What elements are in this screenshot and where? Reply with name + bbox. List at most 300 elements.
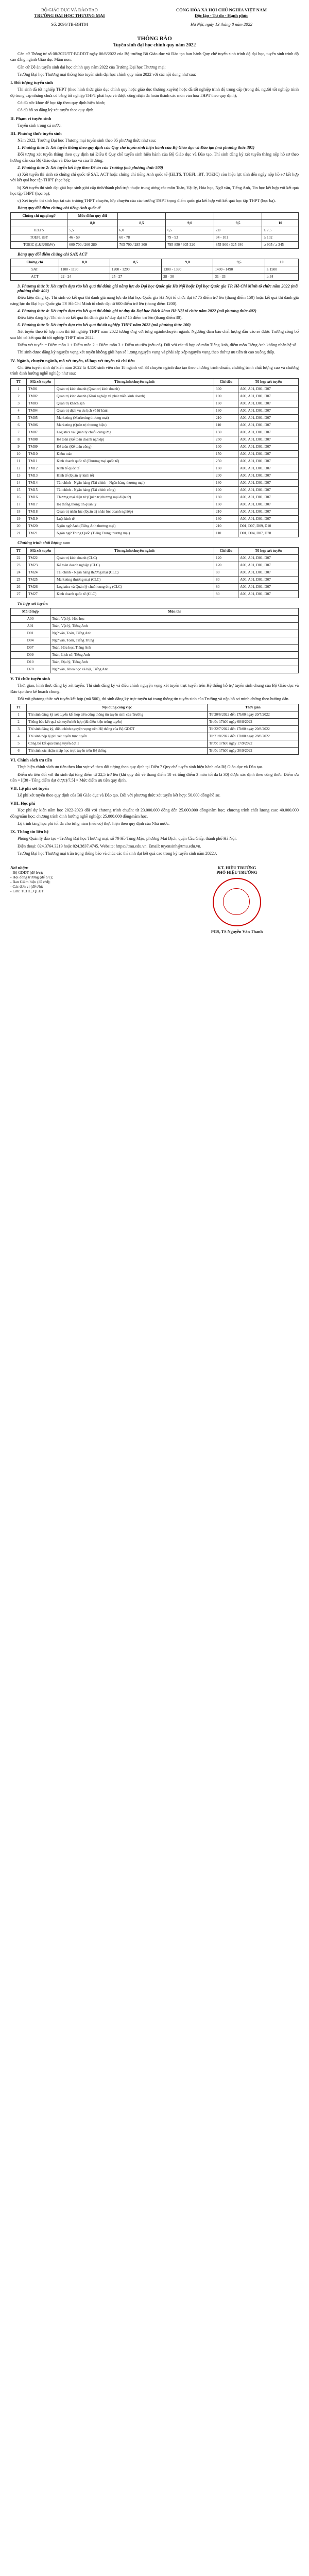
method-title: 4. Phương thức 4: Xét tuyển dựa vào kết quả thi đánh giá tư duy do Đại học Bách khoa Hà Nội tổ chức năm 2022 (mã phương thức 402) [18,309,256,314]
table-cell: TM19 [27,516,55,523]
table-cell: 3 [11,726,27,733]
table-row [11,659,299,666]
table-row [11,584,299,591]
table-cell: 10 [11,451,27,458]
s6-heading: VI. Chính sách ưu tiên [10,758,53,763]
s9-heading: IX. Thông tin liên hệ [10,829,49,835]
recipient-item: - Lưu: TCHC, QLĐT. [10,889,45,894]
table-cell: 12 [11,465,27,472]
table-row [11,740,299,748]
table-cell: Quản trị kinh doanh (Quản trị kinh doanh) [55,386,214,393]
table-cell: 2 [11,393,27,400]
table-row [11,711,299,719]
table-subheader-cell: 8,5 [117,220,166,227]
table-header-cell: Thời gian [208,704,299,711]
table-cell: A00, A01, D01, D07 [238,584,299,591]
sat-score-table [10,259,299,281]
table-row [11,422,299,429]
table-cell: Thương mại điện tử (Quản trị thương mại điện tử) [55,494,214,501]
table-cell: 160 [214,480,238,487]
table-cell: 8 [11,436,27,444]
table-row [11,523,299,530]
table-row [11,465,299,472]
table-header-cell: 8,0 [59,259,110,266]
table-cell: TM06 [27,422,55,429]
table-cell: TM12 [27,465,55,472]
table-cell: TM03 [27,400,55,408]
table-cell: ≥ 905 / ≥ 345 [262,242,299,249]
s9-paragraph: Phòng Quản lý đào tạo - Trường Đại học Thương mại, số 79 Hồ Tùng Mậu, phường Mai Dịch, quận Cầu Giấy, thành phố Hà Nội. [18,836,237,841]
table-row [11,494,299,501]
document-body [10,51,299,856]
table-cell: 120 [214,555,238,562]
table-cell: 210 [214,523,238,530]
table-cell: A00 [11,616,50,623]
table-cell: 3 [11,400,27,408]
s3-heading: III. Phương thức tuyển sinh [10,131,62,136]
table-row [11,386,299,393]
table-cell: Marketing thương mại (CLC) [55,577,214,584]
table-row [11,577,299,584]
table-cell: TM13 [27,472,55,480]
table-cell: Tài chính - Ngân hàng (Tài chính - Ngân hàng thương mại) [55,480,214,487]
method-paragraph: Xét tuyển theo tổ hợp môn thi tốt nghiệp THPT năm 2022 tương ứng với từng ngành/chuyên ngành. Ngưỡng đảm bảo chất lượng đầu vào sẽ được Trường công bố sau khi có kết quả thi tốt nghiệp THPT năm 2022. [10,329,299,340]
table-cell: TM01 [27,386,55,393]
table-header-cell: Chứng chỉ ngoại ngữ [11,213,67,220]
table-cell: D04 [11,637,50,645]
method-title: 3. Phương thức 3: Xét tuyển dựa vào kết quả thi đánh giá năng lực do Đại học Quốc gia Hà Nội hoặc Đại học Quốc gia TP. Hồ Chí Minh tổ chức năm 2022 (mã phương thức 402) [18,284,298,294]
table-cell: 25 [11,577,27,584]
table-cell: Trước 17h00 ngày 17/9/2022 [208,740,299,748]
table-cell: TM09 [27,444,55,451]
table-cell: 80 [214,569,238,577]
signer-name: PGS, TS Nguyễn Văn Thanh [211,929,263,935]
place-date: Hà Nội, ngày 13 tháng 8 năm 2022 [191,22,252,27]
document-number: Số: 2096/TB-ĐHTM [51,22,88,27]
table-cell: 17 [11,501,27,509]
method-paragraph: b) Xét tuyển thí sinh đạt giải học sinh giỏi cấp tỉnh/thành phố trực thuộc trung ương các môn Toán, Vật lý, Hóa học, Ngữ văn, Tiếng Anh, Tin học kết hợp với kết quả học tập THPT (học bạ); [10,185,299,196]
table-cell: Tài chính - Ngân hàng (Tài chính công) [55,487,214,494]
table-header-cell: Tên ngành/chuyên ngành [55,379,214,386]
table-cell: TM23 [27,562,55,569]
table-header-cell: 9,0 [162,259,213,266]
table-subheader-cell: 9,5 [214,220,262,227]
s6-paragraph: Thực hiện chính sách ưu tiên theo khu vực và theo đối tượng theo quy định tại Điều 7 Quy chế tuyển sinh hiện hành của Bộ Giáo dục và Đào tạo. [18,765,263,770]
table-cell: A00, A01, D01, D07 [238,487,299,494]
english-score-table-caption: Bảng quy đổi điểm chứng chỉ tiếng Anh quốc tế [18,206,101,211]
s8-heading: VIII. Học phí [10,801,36,806]
table-row [11,637,299,645]
table-cell: ≥ 7,5 [262,227,299,234]
table-cell: 31 - 33 [213,274,265,281]
table-cell: Thí sinh nộp lệ phí xét tuyển trực tuyến [27,733,208,740]
combo-intro: Tổ hợp xét tuyển: [18,601,48,606]
method-paragraph: Đối tượng xét tuyển thẳng theo quy định tại Điều 8 Quy chế tuyển sinh hiện hành của Bộ Giáo dục và Đào tạo. Thí sinh đăng ký xét tuyển thẳng nộp hồ sơ theo hướng dẫn của Bộ Giáo dục và Đào tạo và của Trường. [10,152,299,163]
table-subheader-cell: 9,0 [166,220,214,227]
recipients-title: Nơi nhận: [10,866,29,871]
s2-heading: II. Phạm vi tuyển sinh [10,116,52,121]
table-cell: D09 [11,652,50,659]
table-cell: 120 [214,562,238,569]
table-cell: Kiểm toán [55,451,214,458]
table-cell: 14 [11,480,27,487]
table-cell: TM04 [27,408,55,415]
s5-paragraph: Thời gian, hình thức đăng ký xét tuyển: Thí sinh đăng ký và điều chỉnh nguyện vọng xét tuyển trực tuyến trên Hệ thống hỗ trợ tuyển sinh chung của Bộ Giáo dục và Đào tạo theo kế hoạch chung. [10,683,299,694]
method-title: 5. Phương thức 5: Xét tuyển dựa vào kết quả thi tốt nghiệp THPT năm 2022 (mã phương thức 100) [18,323,191,328]
table-cell: Kinh tế quốc tế [55,465,214,472]
table-cell: 150 [214,451,238,458]
table-cell: 150 [214,429,238,436]
nation-block [144,7,299,27]
table-cell: 5,5 [67,227,117,234]
table-cell: 6,5 [166,227,214,234]
table-header-cell: Mã tổ hợp [11,608,50,616]
table-header-cell [214,213,262,220]
table-cell: Ngôn ngữ Trung Quốc (Tiếng Trung thương mại) [55,530,214,537]
table-row [11,415,299,422]
table-header-cell [117,213,166,220]
table-cell: TM18 [27,509,55,516]
table-subheader-cell: 8,0 [67,220,117,227]
table-cell: 20 [11,523,27,530]
table-cell: 4 [11,408,27,415]
table-cell: Ngữ văn, Toán, Tiếng Anh [50,630,299,637]
signer-role-2: PHÓ HIỆU TRƯỞNG [216,870,258,875]
intro-paragraph: Trường Đại học Thương mại thông báo tuyển sinh đại học chính quy năm 2022 với các nội dung như sau: [18,72,196,77]
table-cell: A00, A01, D01, D07 [238,458,299,465]
s1-paragraph: Có đủ hồ sơ đăng ký xét tuyển theo quy định. [18,108,95,113]
table-cell: Toán, Vật lý, Tiếng Anh [50,623,299,630]
table-cell: 19 [11,516,27,523]
recipient-item: - Bộ GDĐT (để b/c); [10,870,43,875]
table-cell: 26 [11,584,27,591]
s6-paragraph: Điểm ưu tiên đối với thí sinh đạt tổng điểm từ 22,5 trở lên (khi quy đổi về thang điểm 10 và tổng điểm 3 môn tối đa là 30) được xác định theo công thức: Điểm ưu tiên = [(30 - Tổng điểm đạt được)/7,5] × Mức điểm ưu tiên quy định. [10,772,299,783]
ministry-name: BỘ GIÁO DỤC VÀ ĐÀO TẠO [41,7,98,12]
table-cell: Quản trị kinh doanh (CLC) [55,555,214,562]
clc-intro: Chương trình chất lượng cao: [18,540,71,546]
table-subheader-cell: 10 [262,220,299,227]
table-row [11,652,299,659]
table-cell: Quản trị nhân lực (Quản trị nhân lực doanh nghiệp) [55,509,214,516]
s3-paragraph: Năm 2022, Trường Đại học Thương mại tuyển sinh theo 05 phương thức như sau: [18,138,156,143]
table-cell: A00, A01, D01, D07 [238,451,299,458]
table-row [11,516,299,523]
table-cell: A00, A01, D01, D07 [238,400,299,408]
table-header-cell: Môn thi [50,608,299,616]
table-cell: 110 [214,530,238,537]
table-row [11,472,299,480]
table-row [11,630,299,637]
table-row [11,234,299,242]
table-cell: IELTS [11,227,67,234]
table-row [11,227,299,234]
table-cell: Ngôn ngữ Anh (Tiếng Anh thương mại) [55,523,214,530]
table-cell: 27 [11,591,27,598]
table-row [11,591,299,598]
table-header-cell: Tổ hợp xét tuyển [238,548,299,555]
s1-paragraph: Thí sinh đã tốt nghiệp THPT (theo hình thức giáo dục chính quy hoặc giáo dục thường xuyên) hoặc đã tốt nghiệp trình độ trung cấp (trong đó, người tốt nghiệp trình độ trung cấp nhưng chưa có bằng tốt nghiệp THPT phải học và được công nhận đã hoàn thành các môn văn hóa THPT theo quy định); [10,87,299,98]
table-cell: 80 [214,591,238,598]
table-cell: Ngữ văn, Khoa học xã hội, Tiếng Anh [50,666,299,673]
s1-heading: I. Đối tượng tuyển sinh [10,80,53,86]
table-cell: SAT [11,266,59,274]
table-header-cell: Chỉ tiêu [214,548,238,555]
table-cell: 15 [11,487,27,494]
table-cell: Từ 22/7/2022 đến 17h00 ngày 20/8/2022 [208,726,299,733]
table-cell: 18 [11,509,27,516]
table-cell: Hệ thống thông tin quản lý [55,501,214,509]
table-cell: TM07 [27,429,55,436]
table-cell: ≥ 102 [262,234,299,242]
table-cell: Ngữ văn, Toán, Tiếng Trung [50,637,299,645]
table-row [11,408,299,415]
table-cell: Trước 17h00 ngày 08/8/2022 [208,719,299,726]
table-cell: 250 [214,436,238,444]
table-cell: A00, A01, D01, D07 [238,555,299,562]
table-cell: Từ 20/6/2022 đến 17h00 ngày 20/7/2022 [208,711,299,719]
s4-heading: IV. Ngành, chuyên ngành, mã xét tuyển, tổ hợp xét tuyển và chỉ tiêu [10,358,135,363]
table-cell: A00, A01, D01, D07 [238,480,299,487]
signer-role-1: KT. HIỆU TRƯỞNG [217,866,256,871]
table-cell: Thí sinh đăng ký, điều chỉnh nguyện vọng trên Hệ thống của Bộ GDĐT [27,726,208,733]
signer-block [175,866,299,934]
table-cell: 11 [11,458,27,465]
table-cell: Kinh tế (Quản lý kinh tế) [55,472,214,480]
table-cell: 7 [11,429,27,436]
table-cell: A00, A01, D01, D07 [238,422,299,429]
table-cell: 160 [214,400,238,408]
table-cell: 60 - 78 [117,234,166,242]
table-row [11,266,299,274]
table-cell: Luật kinh tế [55,516,214,523]
s9-paragraph: Trường Đại học Thương mại trân trọng thông báo và chúc các thí sinh đạt kết quả cao trong kỳ tuyển sinh năm 2022./. [18,851,217,856]
recipient-item: - Các đơn vị (để t/h); [10,884,43,889]
table-header-cell: 10 [265,259,298,266]
table-row [11,530,299,537]
s8-paragraph: Học phí dự kiến năm học 2022-2023 đối với chương trình chuẩn: từ 23.000.000 đồng đến 25.000.000 đồng/năm học; chương trình chất lượng cao: 40.000.000 đồng/năm học; chương trình định hướng nghề nghiệp: 25.000.000 đồng/năm học. [10,808,299,819]
table-cell: ACT [11,274,59,281]
s5-heading: V. Tổ chức tuyển sinh [10,676,50,682]
table-cell: D07 [11,645,50,652]
table-row [11,616,299,623]
table-cell: 160 [214,494,238,501]
table-cell: 79 - 93 [166,234,214,242]
table-cell: 160 [214,501,238,509]
s7-heading: VII. Lệ phí xét tuyển [10,786,49,791]
table-row [11,645,299,652]
table-cell: 22 [11,555,27,562]
table-row [11,487,299,494]
table-subheader-cell [11,220,67,227]
official-seal-icon [213,878,261,926]
table-cell: A00, A01, D01, D07 [238,569,299,577]
table-row [11,429,299,436]
table-cell: 13 [11,472,27,480]
table-cell: D78 [11,666,50,673]
table-header-cell: Tổ hợp xét tuyển [238,379,299,386]
table-cell: TM25 [27,577,55,584]
table-cell: 210 [214,509,238,516]
table-cell: 6,0 [117,227,166,234]
table-cell: A00, A01, D01, D07 [238,591,299,598]
table-cell: 110 [214,422,238,429]
table-row [11,480,299,487]
table-cell: Toán, Lịch sử, Tiếng Anh [50,652,299,659]
table-row [11,726,299,733]
intro-paragraph: Căn cứ Đề án tuyển sinh đại học chính quy năm 2022 của Trường Đại học Thương mại; [18,64,166,70]
clc-majors-table [10,547,299,598]
table-cell: A00, A01, D01, D07 [238,509,299,516]
method-title: 2. Phương thức 2: Xét tuyển kết hợp theo Đề án của Trường (mã phương thức 500) [18,165,163,170]
table-cell: TOEIC (L&R/S&W) [11,242,67,249]
table-row [11,400,299,408]
s7-paragraph: Lệ phí xét tuyển theo quy định của Bộ Giáo dục và Đào tạo. Đối với phương thức xét tuyển kết hợp: 50.000 đồng/hồ sơ. [18,793,220,798]
table-cell: A00, A01, D01, D07 [238,429,299,436]
table-header-cell: 9,5 [213,259,265,266]
table-cell: Kinh doanh quốc tế (CLC) [55,591,214,598]
document-page [10,0,299,934]
table-cell: 300 [214,386,238,393]
table-cell: 24 [11,569,27,577]
document-title: THÔNG BÁO [137,36,172,42]
table-cell: A00, A01, D01, D07 [238,386,299,393]
table-cell: Kinh doanh quốc tế (Thương mại quốc tế) [55,458,214,465]
table-cell: A00, A01, D01, D07 [238,516,299,523]
table-cell: D10 [11,659,50,666]
table-header-cell: Mã xét tuyển [27,379,55,386]
method-paragraph: c) Xét tuyển thí sinh học tại các trường THPT chuyên, lớp chuyên của các trường THPT trọng điểm quốc gia kết hợp với kết quả học tập THPT (học bạ). [18,198,276,204]
table-cell: A00, A01, D01, D07 [238,577,299,584]
english-score-table [10,212,299,249]
method-paragraph: Điều kiện đăng ký: Thí sinh có kết quả thi đánh giá năng lực do Đại học Quốc gia Hà Nội tổ chức đạt từ 75 điểm trở lên (thang điểm 150) hoặc kết quả thi đánh giá năng lực do Đại học Quốc gia TP. Hồ Chí Minh tổ chức đạt từ 600 điểm trở lên (thang điểm 1200). [10,295,299,306]
table-cell: 600-700 / 260-280 [67,242,117,249]
table-cell: Công bố kết quả trúng tuyển đợt 1 [27,740,208,748]
table-cell: 80 [214,577,238,584]
table-cell: A00, A01, D01, D07 [238,501,299,509]
table-row [11,393,299,400]
recipients-list [10,870,134,893]
table-cell: 7,0 [214,227,262,234]
nation-motto: Độc lập - Tự do - Hạnh phúc [195,13,248,19]
table-cell: A01 [11,623,50,630]
table-cell: A00, A01, D01, D07 [238,415,299,422]
table-cell: 210 [214,415,238,422]
table-row [11,451,299,458]
table-cell: D01, D04, D07, D78 [238,530,299,537]
table-cell: Toán, Địa lý, Tiếng Anh [50,659,299,666]
table-cell: 21 [11,530,27,537]
school-name: TRƯỜNG ĐẠI HỌC THƯƠNG MẠI [34,13,105,19]
table-cell: 795-850 / 305-320 [166,242,214,249]
table-cell: 250 [214,458,238,465]
table-cell: 16 [11,494,27,501]
table-cell: 46 - 59 [67,234,117,242]
sat-score-table-caption: Bảng quy đổi điểm chứng chỉ SAT, ACT [18,252,88,257]
table-cell: TM05 [27,415,55,422]
table-row [11,436,299,444]
table-cell: TM02 [27,393,55,400]
table-header-cell: Tên ngành/chuyên ngành [55,548,214,555]
s5-paragraph: Đối với phương thức xét tuyển kết hợp (mã 500), thí sinh đăng ký trực tuyến tại trang thông tin tuyển sinh của Trường và nộp hồ sơ minh chứng theo hướng dẫn. [18,696,289,701]
table-cell: A00, A01, D01, D07 [238,465,299,472]
method-paragraph: a) Xét tuyển thí sinh có chứng chỉ quốc tế SAT, ACT hoặc chứng chỉ tiếng Anh quốc tế (IELTS, TOEFL iBT, TOEIC) còn hiệu lực tính đến ngày nộp hồ sơ kết hợp với kết quả học tập THPT (học bạ); [10,172,299,183]
method-title: 1. Phương thức 1: Xét tuyển thẳng theo quy định của Quy chế tuyển sinh hiện hành của Bộ Giáo dục và Đào tạo (mã phương thức 301) [18,145,255,150]
table-row [11,569,299,577]
table-cell: A00, A01, D01, D07 [238,444,299,451]
table-cell: Kế toán (Kế toán doanh nghiệp) [55,436,214,444]
table-header-cell: Nội dung công việc [27,704,208,711]
table-cell: Quản trị kinh doanh (Khởi nghiệp và phát triển kinh doanh) [55,393,214,400]
table-cell: Quản trị dịch vụ du lịch và lữ hành [55,408,214,415]
table-cell: A00, A01, D01, D07 [238,408,299,415]
table-row [11,509,299,516]
table-cell: 1300 - 1390 [162,266,213,274]
table-cell: 5 [11,740,27,748]
table-cell: Thông báo kết quả xét tuyển kết hợp (đủ điều kiện trúng tuyển) [27,719,208,726]
table-cell: Toán, Vật lý, Hóa học [50,616,299,623]
table-row [11,733,299,740]
table-cell: Thí sinh xác nhận nhập học trực tuyến trên Hệ thống [27,748,208,755]
table-cell: TM08 [27,436,55,444]
table-header-cell: TT [11,704,27,711]
table-cell: TM22 [27,555,55,562]
s8-paragraph: Lộ trình tăng học phí tối đa cho từng năm (nếu có) thực hiện theo quy định của Nhà nước. [18,821,170,826]
table-cell: 160 [214,516,238,523]
table-cell: Trước 17h00 ngày 30/9/2022 [208,748,299,755]
table-cell: 25 - 27 [110,274,161,281]
table-cell: 1100 - 1190 [59,266,110,274]
table-cell: Marketing (Quản trị thương hiệu) [55,422,214,429]
table-cell: 4 [11,733,27,740]
table-row [11,274,299,281]
s9-paragraph: Điện thoại: 024.3764.3219 hoặc 024.3837.4745. Website: https://tmu.edu.vn. Email: tuyensinh@tmu.edu.vn. [18,843,201,849]
document-header [10,7,299,27]
table-cell: Marketing (Marketing thương mại) [55,415,214,422]
table-cell: Thí sinh đăng ký xét tuyển kết hợp trên cổng thông tin tuyển sinh của Trường [27,711,208,719]
table-cell: Kế toán (Kế toán công) [55,444,214,451]
table-cell: A00, A01, D01, D07 [238,562,299,569]
method-paragraph: Thí sinh được đăng ký nguyện vọng xét tuyển không giới hạn số lượng nguyện vọng và phải sắp xếp nguyện vọng theo thứ tự ưu tiên từ cao xuống thấp. [18,350,276,355]
table-row [11,562,299,569]
document-subtitle: Tuyển sinh đại học chính quy năm 2022 [113,43,196,48]
schedule-table [10,704,299,755]
table-header-cell: TT [11,379,27,386]
table-cell: TM20 [27,523,55,530]
recipient-item: - Ban Giám hiệu (để c/đ); [10,879,50,885]
table-cell: TM17 [27,501,55,509]
table-cell: 1 [11,711,27,719]
table-row [11,444,299,451]
table-cell: 22 - 24 [59,274,110,281]
s1-paragraph: Có đủ sức khỏe để học tập theo quy định hiện hành; [18,100,106,106]
table-cell: 6 [11,422,27,429]
table-cell: A00, A01, D01, D07 [238,393,299,400]
table-cell: Tài chính - Ngân hàng thương mại (CLC) [55,569,214,577]
table-cell: 23 [11,562,27,569]
table-cell: 6 [11,748,27,755]
table-cell: 9 [11,444,27,451]
table-cell: Toán, Hóa học, Tiếng Anh [50,645,299,652]
table-cell: Logistics và Quản lý chuỗi cung ứng (CLC) [55,584,214,591]
table-cell: 100 [214,393,238,400]
table-cell: 2 [11,719,27,726]
table-cell: TM27 [27,591,55,598]
table-cell: Kế toán doanh nghiệp (CLC) [55,562,214,569]
table-row [11,501,299,509]
table-cell: 160 [214,465,238,472]
table-cell: TM14 [27,480,55,487]
table-cell: A00, A01, D01, D07 [238,472,299,480]
